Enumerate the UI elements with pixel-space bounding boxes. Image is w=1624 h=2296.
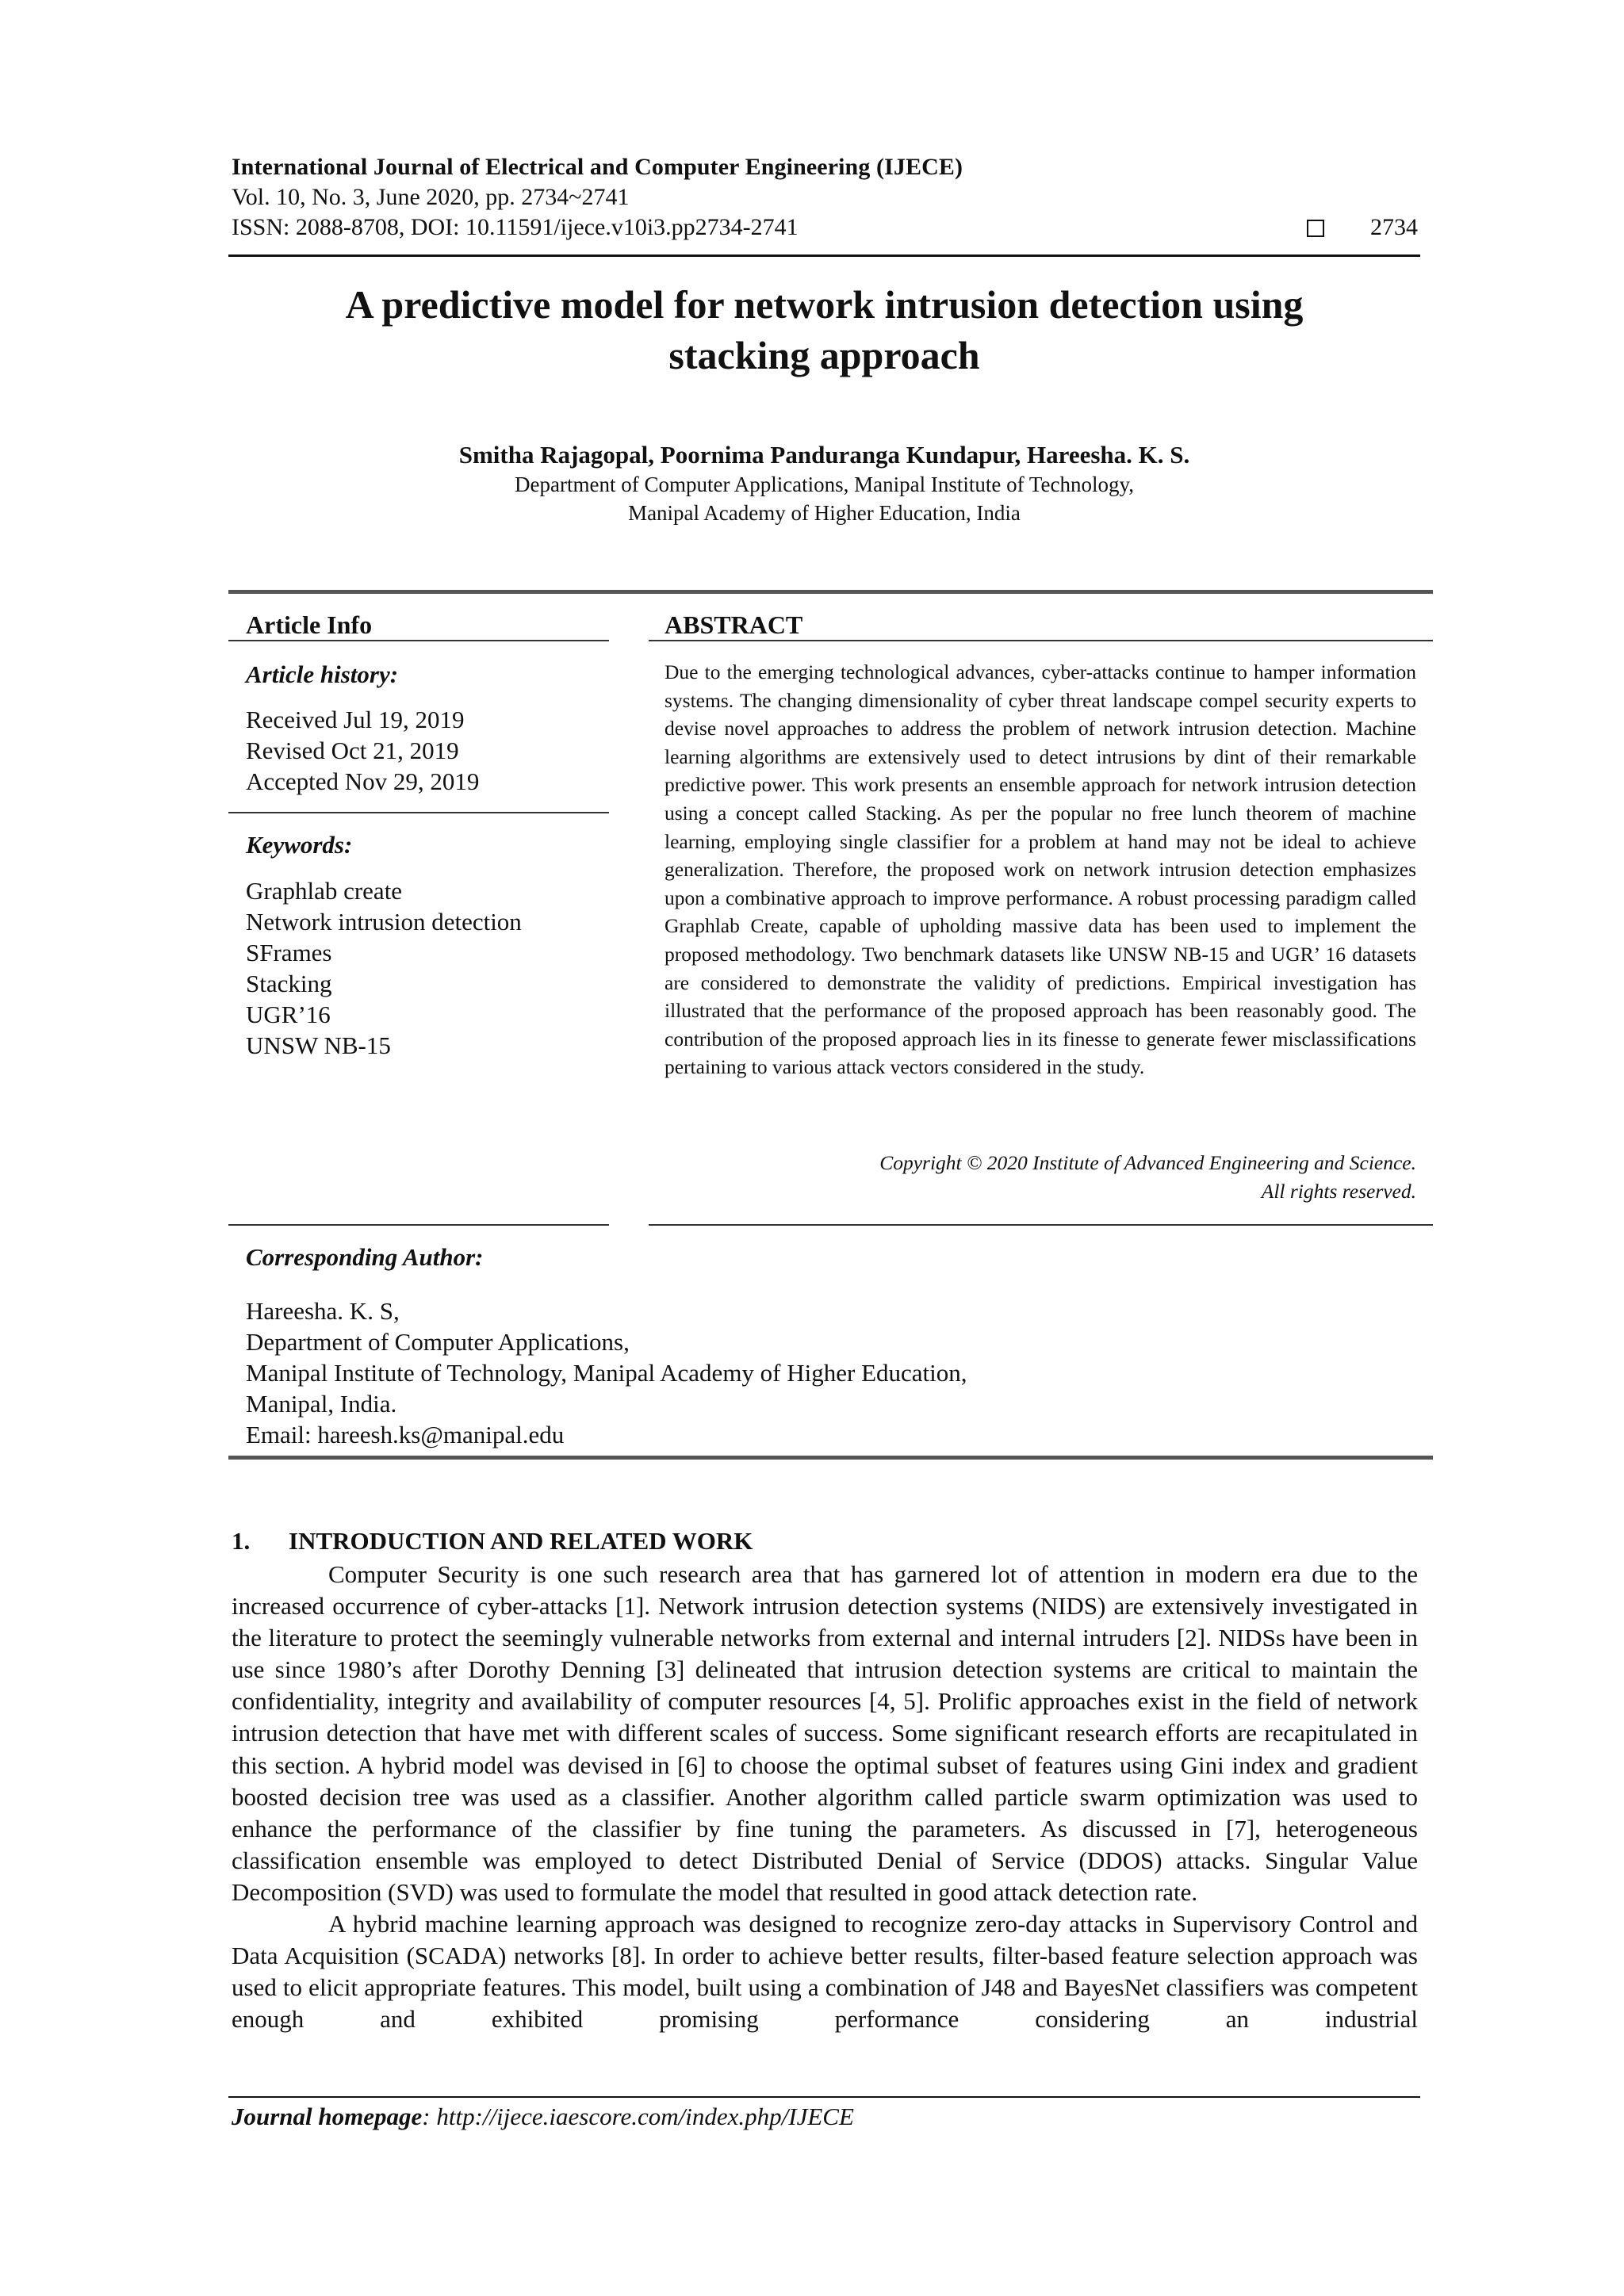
- journal-name: International Journal of Electrical and Computer Engineering (IJECE): [232, 154, 963, 180]
- body-paragraph: Computer Security is one such research area that has garnered lot of attention in modern era due to the increased occurrence of cyber-attacks [1]. Network intrusion detection systems (NIDS) are extensively investigated in the literature to protect the seemingly vulnerable networks from external and internal intruders [2]. NIDSs have been in use since 1980’s after Dorothy Denning [3] delineated that intrusion detection systems are critical to maintain the confidentiality, integrity and availability of computer resources [4, 5]. Prolific approaches exist in the field of network intrusion detection that have met with different scales of success. Some significant research efforts are recapitulated in this section. A hybrid model was devised in [6] to choose the optimal subset of features using Gini index and gradient boosted decision tree was used as a classifier. Another algorithm called particle swarm optimization was used to enhance the performance of the classifier by fine tuning the parameters. As discussed in [7], heterogeneous classification ensemble was employed to detect Distributed Denial of Service (DDOS) attacks. Singular Value Decomposition (SVD) was used to formulate the model that resulted in good attack detection rate.: [232, 1560, 1418, 1906]
- corresponding-rule-right: [649, 1224, 1433, 1226]
- body-paragraph: A hybrid machine learning approach was designed to recognize zero-day attacks in Supervisory Control and Data Acquisition (SCADA) networks [8]. In order to achieve better results, filter-based feature selection approach was used to elicit appropriate features. This model, built using a combination of J48 and BayesNet classifiers was competent enough and exhibited promising performance considering an industrial: [232, 1910, 1418, 2034]
- journal-issn-doi: ISSN: 2088-8708, DOI: 10.11591/ijece.v10i3.pp2734-2741: [232, 214, 799, 240]
- author-list: Smitha Rajagopal, Poornima Panduranga Kundapur, Hareesha. K. S.: [458, 441, 1190, 469]
- abstract-body: [665, 658, 1416, 1081]
- keywords-rule: [228, 812, 609, 813]
- keyword-item: UGR’16: [246, 1001, 331, 1028]
- keyword-item: Stacking: [246, 970, 332, 997]
- abstract-rule: [649, 640, 1433, 641]
- history-accepted: Accepted Nov 29, 2019: [246, 767, 480, 795]
- copyright-line1: Copyright © 2020 Institute of Advanced Engineering and Science.: [879, 1151, 1416, 1174]
- footer-rule: [228, 2096, 1420, 2098]
- introduction-body: [232, 1559, 1418, 2035]
- page-number: 2734: [1370, 214, 1418, 240]
- keywords-heading: Keywords:: [246, 831, 353, 859]
- journal-volume: Vol. 10, No. 3, June 2020, pp. 2734~2741: [232, 184, 630, 210]
- corresponding-rule-left: [228, 1224, 609, 1226]
- paper-title: [228, 279, 1420, 381]
- article-info-heading: Article Info: [246, 610, 373, 639]
- abstract-paragraph: Due to the emerging technological advances, cyber-attacks continue to hamper information systems. The changing dimensionality of cyber threat landscape compel security experts to devise novel approaches to address the problem of network intrusion detection. Machine learning algorithms are extensively used to detect intrusions by dint of their remarkable predictive power. This work presents an ensemble approach for network intrusion detection using a concept called Stacking. As per the popular no free lunch theorem of machine learning, employing single classifier for a problem at hand may not be ideal to achieve generalization. Therefore, the proposed work on network intrusion detection emphasizes upon a combinative approach to improve performance. A robust processing paradigm called Graphlab Create, capable of upholding massive data has been used to implement the proposed methodology. Two benchmark datasets like UNSW NB-15 and UGR’ 16 datasets are considered to demonstrate the validity of predictions. Empirical investigation has illustrated that the performance of the proposed approach has been reasonably good. The contribution of the proposed approach lies in its finesse to generate fewer misclassifications pertaining to various attack vectors considered in the study.: [665, 660, 1416, 1079]
- journal-homepage-footer: [232, 2103, 854, 2131]
- corresponding-email: Email: hareesh.ks@manipal.edu: [246, 1421, 565, 1448]
- article-info-rule: [228, 640, 609, 641]
- article-history-list: [246, 704, 611, 797]
- section-number: 1.: [232, 1527, 251, 1555]
- journal-homepage-link[interactable]: http://ijece.iaescore.com/index.php/IJECE: [430, 2103, 854, 2130]
- corresponding-author-details: [246, 1295, 967, 1450]
- history-received: Received Jul 19, 2019: [246, 706, 465, 733]
- history-revised: Revised Oct 21, 2019: [246, 737, 459, 764]
- affiliation-line2: Manipal Academy of Higher Education, India: [628, 501, 1021, 525]
- footer-label: Journal homepage: [232, 2103, 423, 2130]
- article-history-heading: Article history:: [246, 660, 399, 688]
- keywords-list: [246, 875, 611, 1061]
- corresponding-location: Manipal, India.: [246, 1390, 397, 1418]
- section-title: INTRODUCTION AND RELATED WORK: [289, 1527, 753, 1555]
- affiliation-line1: Department of Computer Applications, Manipal Institute of Technology,: [515, 473, 1134, 496]
- abstract-heading: ABSTRACT: [665, 610, 803, 639]
- square-icon: [1307, 220, 1324, 237]
- keyword-item: Network intrusion detection: [246, 908, 522, 936]
- keyword-item: UNSW NB-15: [246, 1031, 391, 1059]
- corresponding-author-heading: Corresponding Author:: [246, 1243, 484, 1271]
- paper-title-line2: stacking approach: [668, 333, 980, 377]
- header-rule: [228, 254, 1420, 257]
- footer-separator: :: [422, 2103, 431, 2130]
- info-box-top-rule: [228, 590, 1433, 594]
- info-box-bottom-rule: [228, 1456, 1433, 1460]
- corresponding-dept: Department of Computer Applications,: [246, 1328, 630, 1356]
- keyword-item: Graphlab create: [246, 877, 403, 905]
- keyword-item: SFrames: [246, 939, 332, 966]
- section-heading: [232, 1527, 753, 1556]
- corresponding-institute: Manipal Institute of Technology, Manipal Academy of Higher Education,: [246, 1359, 967, 1387]
- copyright-line2: All rights reserved.: [1261, 1180, 1416, 1203]
- paper-title-line1: A predictive model for network intrusion detection using: [345, 282, 1304, 327]
- corresponding-name: Hareesha. K. S,: [246, 1297, 400, 1325]
